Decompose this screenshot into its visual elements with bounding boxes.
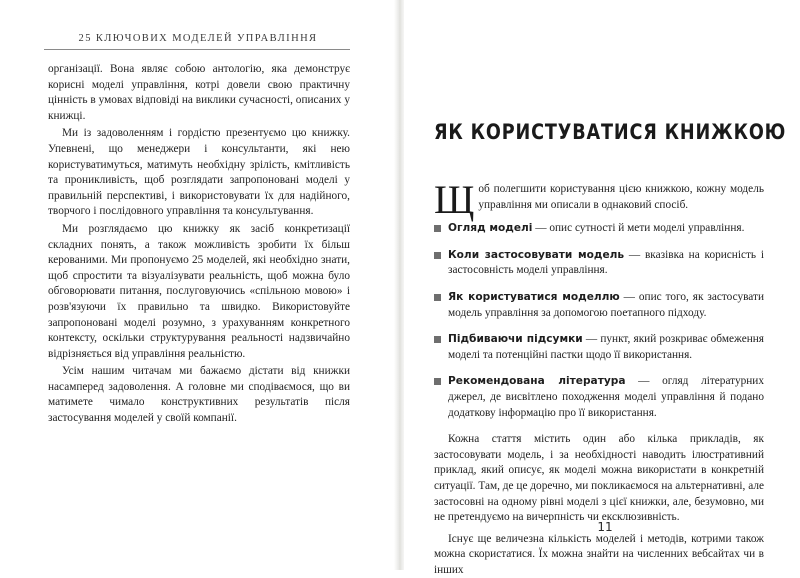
list-item-text: — пункт, який розкриває обмеження моделі та потенційні пастки щодо її використання. — [448, 333, 764, 361]
list-item — [434, 248, 764, 279]
running-head-rule — [44, 49, 350, 50]
left-paragraph: Ми розглядаємо цю книжку як засіб конкретизації складних понять, а також можливість зробити їх більш керованими. Ми пропонуємо 25 моделей, які необхідно знати, щоб спростити та візуалізувати реальність, щоб можна було обговорювати питання, послуговуючись «спільною мовою» і розв'язуючи їх правильно та швидко. Використовуйте запропоновані моделі розумно, з урахуванням конкретного контексту, оскільки структурування реальності надзвичайно відрізняється від управління реальністю. — [48, 222, 350, 360]
list-item-text: — огляд літературних джерел, де висвітлено походження моделі управління й подано додаткову інформацію про її використання. — [448, 375, 764, 419]
right-paragraph: Кожна стаття містить один або кілька прикладів, як застосовувати модель, і за необхідності наводить ілюстративний приклад, який описує, як моделі можна використати в конкретній ситуації. Там, де це доречно, ми покликаємося на альтернативні, але застосовні на одному рівні моделі з цієї книжки, але, безумовно, ми не претендуємо на вичерпність чи ексклюзивність. — [434, 433, 764, 524]
left-page-body — [48, 62, 350, 427]
right-page-body — [434, 177, 764, 578]
list-item-text: — опис того, як застосувати модель управління за допомогою поетапного підходу. — [448, 290, 764, 319]
left-paragraph: Ми із задоволенням і гордістю презентуємо цю книжку. Упевнені, що менеджери і консультанти, які нею користуватимуться, матимуть необхідну зрілість, кмітливість та проникливість, щоб розглядати запропоновані моделі у правильній перспективі, і використовувати їх для надійного, творчого і послідовного управління та консультування. — [48, 127, 350, 218]
list-item-term: Коли застосовувати модель — [448, 248, 625, 261]
list-item — [434, 290, 764, 321]
list-item-term: Як користуватися моделлю — [448, 290, 620, 303]
section-list — [434, 221, 764, 421]
list-item — [434, 332, 764, 363]
right-paragraph: Існує ще величезна кількість моделей і методів, котрими також можна скористатися. Їх можна знайти на численних вебсайтах чи в інших — [434, 532, 764, 576]
list-item-text: — опис сутності й мети моделі управління. — [532, 222, 745, 235]
square-bullet-icon — [434, 378, 441, 385]
intro-text: об полегшити користування цією книжкою, кожну модель управління ми описали в однаковий спосіб. — [478, 183, 764, 211]
drop-cap: Щ — [434, 177, 475, 222]
intro-paragraph — [434, 177, 764, 222]
chapter-title: ЯК КОРИСТУВАТИСЯ КНИЖКОЮ — [434, 120, 787, 144]
square-bullet-icon — [434, 294, 441, 301]
list-item — [434, 221, 764, 237]
square-bullet-icon — [434, 225, 441, 232]
page-number: 11 — [597, 520, 613, 534]
running-head: 25 КЛЮЧОВИХ МОДЕЛЕЙ УПРАВЛІННЯ — [78, 33, 318, 44]
square-bullet-icon — [434, 252, 441, 259]
list-item-term: Підбиваючи підсумки — [448, 333, 583, 346]
list-item-term: Рекомендована література — [448, 375, 626, 388]
square-bullet-icon — [434, 336, 441, 343]
list-item-term: Огляд моделі — [448, 222, 533, 235]
list-item-text: — вказівка на корисність і застосовність моделі управління. — [448, 248, 764, 277]
left-paragraph: Усім нашим читачам ми бажаємо дістати від книжки насамперед задоволення. А головне ми сподіваємося, що ви матимете чимало конструктивних результатів після застосування моделей у своїй компанії. — [48, 365, 350, 425]
list-item — [434, 374, 764, 421]
left-paragraph: організації. Вона являє собою антологію, яка демонструє корисні моделі управління, котрі довели свою практичну цінність в умовах відповіді на виклики сучасності, описаних у книжці. — [48, 63, 350, 122]
left-page — [0, 0, 396, 570]
